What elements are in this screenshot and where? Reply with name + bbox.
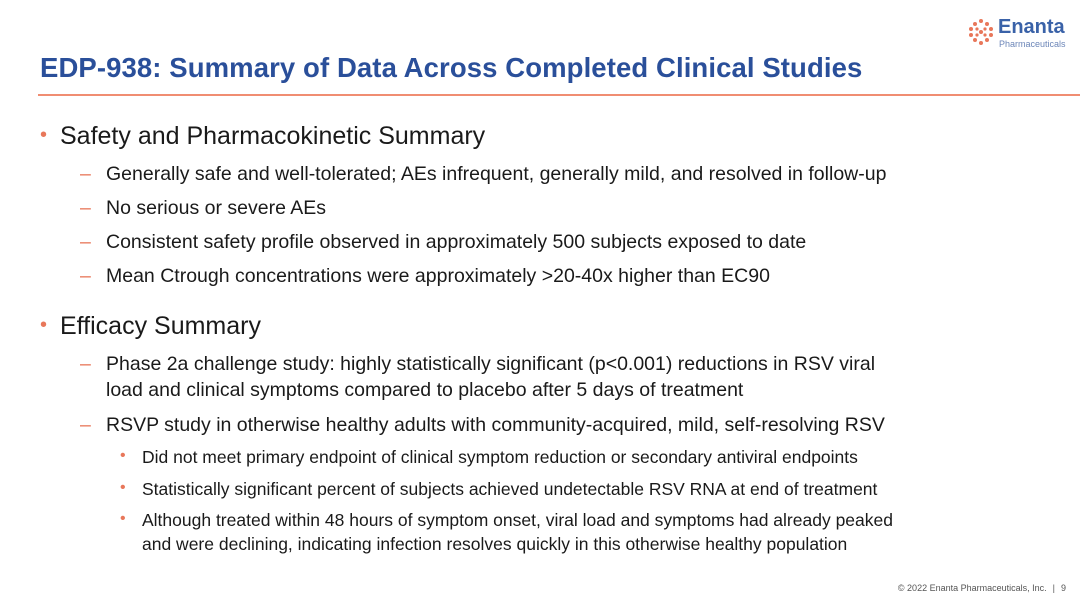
logo-subtitle: Pharmaceuticals	[999, 39, 1066, 49]
sub-list-item	[120, 477, 1050, 501]
bullet-dot: •	[120, 479, 126, 496]
list-item-text: Consistent safety profile observed in approximately 500 subjects exposed to date	[106, 231, 807, 253]
list-item-text: Generally safe and well-tolerated; AEs infrequent, generally mild, and resolved in follow-up	[106, 163, 887, 185]
footer	[898, 583, 1066, 593]
section-heading-text: Efficacy Summary	[60, 312, 261, 340]
bullet-dash: –	[80, 414, 91, 436]
bullet-dot: •	[40, 314, 48, 336]
list-item-text-line1: Phase 2a challenge study: highly statistically significant (p<0.001) reductions in RSV viral	[106, 353, 876, 375]
bullet-dash: –	[80, 197, 91, 219]
footer-copyright: © 2022 Enanta Pharmaceuticals, Inc.	[897, 583, 1047, 593]
sub-list-item-text: Did not meet primary endpoint of clinical symptom reduction or secondary antiviral endpoints	[142, 447, 858, 467]
sub-list-item	[120, 445, 1050, 469]
bullet-dash: –	[80, 163, 91, 185]
bullet-dash: –	[80, 231, 91, 253]
list-item	[80, 263, 1040, 289]
footer-separator: |	[1052, 583, 1055, 593]
list-item	[80, 161, 1040, 187]
sub-list-item	[120, 508, 1050, 556]
bullet-dash: –	[80, 265, 91, 287]
list-item-text-line2: load and clinical symptoms compared to placebo after 5 days of treatment	[106, 379, 744, 401]
list-item-text: RSVP study in otherwise healthy adults with community-acquired, mild, self-resolving RSV	[106, 414, 885, 436]
hexagon-dots-logo-icon	[968, 18, 994, 46]
page-number: 9	[1060, 583, 1066, 593]
section-heading-text: Safety and Pharmacokinetic Summary	[60, 122, 486, 150]
title-divider	[38, 94, 1080, 96]
list-item	[80, 195, 1040, 221]
page-title: EDP-938: Summary of Data Across Completed Clinical Studies	[40, 52, 863, 83]
list-item	[80, 351, 1040, 403]
bullet-dot: •	[120, 510, 126, 527]
sub-list-item-text: Statistically significant percent of subjects achieved undetectable RSV RNA at end of treatment	[142, 479, 878, 499]
logo-name: Enanta	[998, 16, 1065, 38]
bullet-dot: •	[40, 124, 48, 146]
list-item-text: No serious or severe AEs	[106, 197, 327, 219]
bullet-dash: –	[80, 353, 91, 375]
list-item	[80, 229, 1040, 255]
sub-list-item-text-line1: Although treated within 48 hours of symptom onset, viral load and symptoms had already peaked	[142, 510, 893, 530]
company-logo	[968, 16, 1068, 50]
list-item-text: Mean Ctrough concentrations were approximately >20-40x higher than EC90	[106, 265, 770, 287]
bullet-dot: •	[120, 447, 126, 464]
list-item	[80, 412, 1040, 438]
sub-list-item-text-line2: and were declining, indicating infection resolves quickly in this otherwise healthy population	[142, 534, 848, 554]
